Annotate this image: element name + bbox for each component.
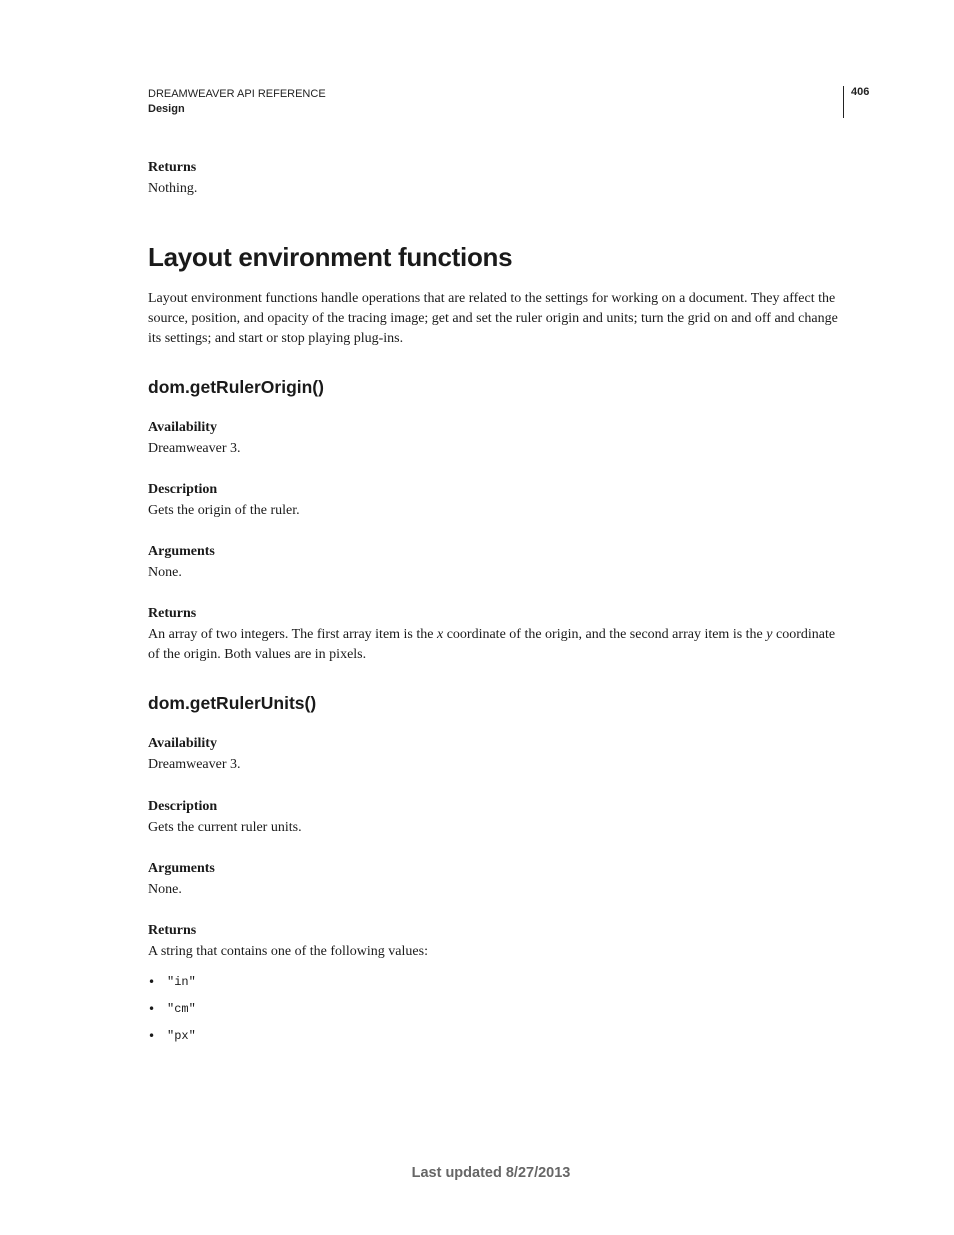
description-label: Description	[148, 482, 218, 497]
arguments-text: None.	[148, 882, 182, 897]
arguments-text: None.	[148, 565, 182, 580]
returns-text: Nothing.	[148, 181, 198, 196]
returns-label: Returns	[148, 606, 197, 621]
last-updated-footer: Last updated 8/27/2013	[411, 1165, 571, 1181]
returns-label: Returns	[148, 160, 197, 175]
values-list	[148, 972, 840, 1053]
returns-text: An array of two integers. The first array item is the x coordinate of the origin, and the second array item is the y coordinate of the origin. Both values are in pixels.	[148, 627, 836, 662]
availability-text: Dreamweaver 3.	[148, 757, 241, 772]
description-text: Gets the current ruler units.	[148, 820, 302, 835]
page-content	[148, 158, 840, 1053]
list-item: • "px"	[148, 1026, 840, 1053]
bullet-icon: •	[148, 1029, 156, 1043]
list-item: • "cm"	[148, 999, 840, 1026]
function-heading-getrulerunits: dom.getRulerUnits()	[148, 693, 317, 713]
intro-paragraph: Layout environment functions handle operations that are related to the settings for working on a document. They affect the source, position, and opacity of the tracing image; get and set the ruler origin and units; turn the grid on and off and change its settings; and start or stop playing plug-ins.	[148, 291, 838, 346]
arguments-label: Arguments	[148, 544, 215, 559]
bullet-icon: •	[148, 975, 156, 989]
section-name: Design	[148, 103, 185, 115]
arguments-label: Arguments	[148, 861, 215, 876]
list-item: • "in"	[148, 972, 840, 999]
availability-label: Availability	[148, 736, 217, 751]
page-number: 406	[851, 86, 870, 98]
section-title: Layout environment functions	[148, 242, 513, 272]
bullet-icon: •	[148, 1002, 156, 1016]
running-header	[148, 87, 326, 117]
description-text: Gets the origin of the ruler.	[148, 503, 300, 518]
header-divider	[843, 86, 844, 118]
doc-title: DREAMWEAVER API REFERENCE	[148, 88, 326, 100]
availability-label: Availability	[148, 420, 217, 435]
availability-text: Dreamweaver 3.	[148, 441, 241, 456]
function-heading-getrulerorigin: dom.getRulerOrigin()	[148, 377, 324, 397]
returns-text: A string that contains one of the following values:	[148, 944, 428, 959]
description-label: Description	[148, 799, 218, 814]
returns-label: Returns	[148, 923, 197, 938]
